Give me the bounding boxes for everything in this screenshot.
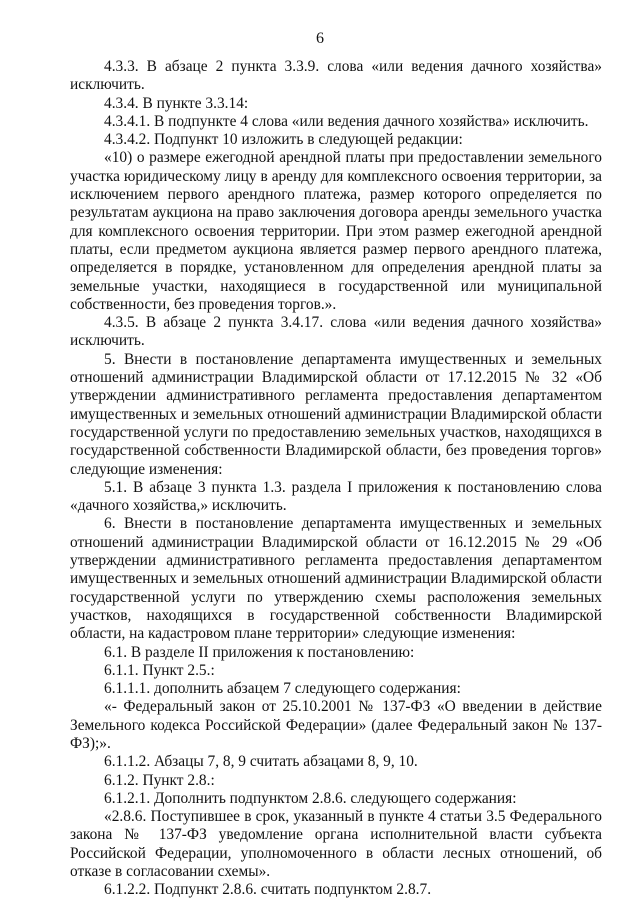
paragraph-6-1-2-2: 6.1.2.2. Подпункт 2.8.6. считать подпунктом 2.8.7. <box>104 881 432 899</box>
paragraph-6-1-2-1: 6.1.2.1. Дополнить подпунктом 2.8.6. следующего содержания: <box>104 789 517 807</box>
paragraph-4-3-4-2: 4.3.4.2. Подпункт 10 изложить в следующей редакции: <box>104 131 463 149</box>
paragraph-4-3-3: 4.3.3. В абзаце 2 пункта 3.3.9. слова «или ведения дачного хозяйства» исключить. <box>70 58 602 94</box>
paragraph-4-3-4: 4.3.4. В пункте 3.3.14: <box>104 94 249 112</box>
paragraph-quote-2-8-6: «2.8.6. Поступившее в срок, указанный в пункте 4 статьи 3.5 Федерального закона № 137-ФЗ уведомление органа исполнительной власти субъекта Российской Федерации, уполномоченного в области лесных отношений, об отказе в согласовании схемы». <box>70 808 602 881</box>
paragraph-quote-10: «10) о размере ежегодной арендной платы при предоставлении земельного участка юридическому лицу в аренду для комплексного освоения территории, за исключением первого арендного платежа, размер которого определяется по результатам аукциона на право заключения договора аренды земельного участка для комплексного освоения территории. При этом размер ежегодной арендной платы, если предметом аукциона является размер первого арендного платежа, определяется в порядке, установленном для определения арендной платы за земельные участки, находящиеся в государственной или муниципальной собственности, без проведения торгов.». <box>70 149 602 313</box>
paragraph-6-1-1-2: 6.1.1.2. Абзацы 7, 8, 9 считать абзацами 8, 9, 10. <box>104 753 418 771</box>
paragraph-4-3-5: 4.3.5. В абзаце 2 пункта 3.4.17. слова «или ведения дачного хозяйства» исключить. <box>70 314 602 350</box>
paragraph-5-1: 5.1. В абзаце 3 пункта 1.3. раздела I приложения к постановлению слова «дачного хозяйства,» исключить. <box>70 478 602 515</box>
paragraph-4-3-4-1: 4.3.4.1. В подпункте 4 слова «или ведения дачного хозяйства» исключить. <box>104 112 589 130</box>
paragraph-5: 5. Внести в постановление департамента имущественных и земельных отношений администрации Владимирской области от 17.12.2015 № 32 «Об утверждении административного регламента предоставления департаментом имущественных и земельных отношений администрации Владимирской области государственной услуги по предоставлению земельных участков, находящихся в государственной собственности Владимирской области, без проведения торгов» следующие изменения: <box>70 350 602 478</box>
paragraph-6-1: 6.1. В разделе II приложения к постановлению: <box>104 643 415 661</box>
paragraph-6-1-1-1: 6.1.1.1. дополнить абзацем 7 следующего содержания: <box>104 680 461 698</box>
paragraph-6-1-1: 6.1.1. Пункт 2.5.: <box>104 661 215 679</box>
page-number: 6 <box>316 30 324 47</box>
paragraph-6: 6. Внести в постановление департамента имущественных и земельных отношений администрации Владимирской области от 16.12.2015 № 29 «Об утверждении административного регламента предоставления департаментом имущественных и земельных отношений администрации Владимирской области государственной услуги по утверждению схемы расположения земельных участков, находящихся в государственной собственности Владимирской области, на кадастровом плане территории» следующие изменения: <box>70 515 602 643</box>
paragraph-6-1-2: 6.1.2. Пункт 2.8.: <box>104 771 215 789</box>
paragraph-quote-federal-law: «- Федеральный закон от 25.10.2001 № 137-ФЗ «О введении в действие Земельного кодекса Российской Федерации» (далее Федеральный закон № 137-ФЗ);». <box>70 698 602 752</box>
document-body <box>70 58 602 900</box>
